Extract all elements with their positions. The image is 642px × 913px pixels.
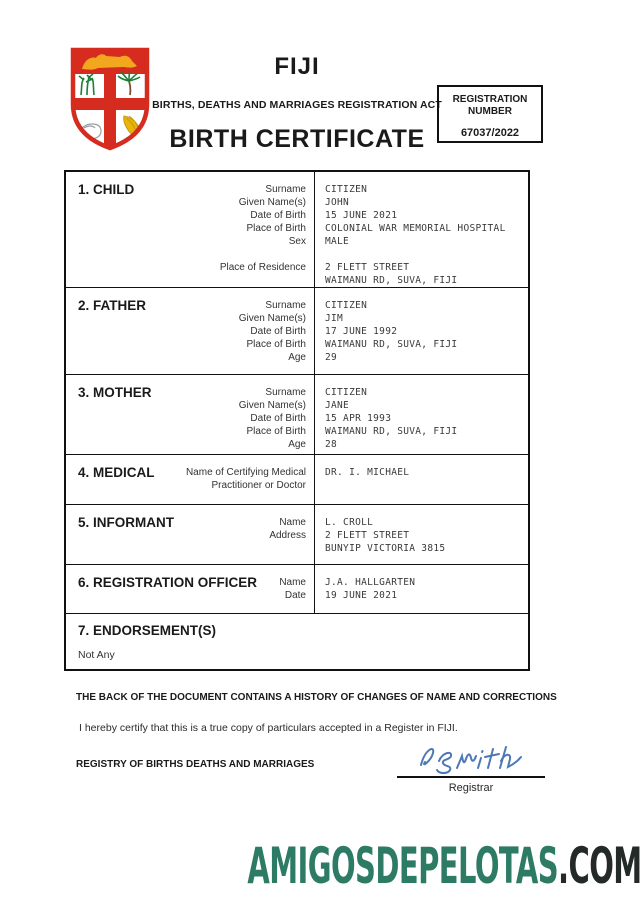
signatory-title: Registrar <box>448 782 494 794</box>
field-label-date-of-birth: Date of Birth <box>250 326 306 337</box>
child-sex-value: MALE <box>325 236 350 247</box>
child-given-names-value: JOHN <box>325 197 350 208</box>
field-label-surname: Surname <box>265 387 306 398</box>
mother-place-of-birth-value: WAIMANU RD, SUVA, FIJI <box>325 426 458 437</box>
mother-field-labels <box>239 386 306 451</box>
spacer <box>325 248 524 261</box>
field-label-place-of-residence: Place of Residence <box>219 262 306 273</box>
site-watermark <box>248 837 642 895</box>
document-title: BIRTH CERTIFICATE <box>169 125 425 153</box>
watermark-primary-text: AMIGOSDEPELOTAS <box>247 837 559 895</box>
certificate-table <box>64 170 530 671</box>
informant-value-cell <box>315 505 528 564</box>
field-label-name: Name <box>279 577 306 588</box>
mother-label-cell <box>66 375 315 454</box>
signature-line <box>397 776 545 778</box>
section-registration-officer <box>66 564 528 613</box>
informant-field-labels <box>269 516 306 542</box>
mother-value-cell <box>315 375 528 454</box>
registration-officer-value-cell <box>315 565 528 613</box>
field-label-date-of-birth: Date of Birth <box>250 413 306 424</box>
watermark-suffix-text: .COM <box>558 837 642 895</box>
registration-officer-name-value: J.A. HALLGARTEN <box>325 577 416 588</box>
father-age-value: 29 <box>325 352 338 363</box>
child-field-labels <box>220 183 306 274</box>
section-father <box>66 287 528 374</box>
field-label-place-of-birth: Place of Birth <box>246 426 306 437</box>
medical-practitioner-value: DR. I. MICHAEL <box>325 467 410 478</box>
father-field-labels <box>239 299 306 364</box>
act-title: BIRTHS, DEATHS AND MARRIAGES REGISTRATION ACT <box>152 99 442 111</box>
registry-label: REGISTRY OF BIRTHS DEATHS AND MARRIAGES <box>76 759 315 770</box>
registration-label-line1: REGISTRATION <box>452 94 528 105</box>
mother-surname-value: CITIZEN <box>325 387 368 398</box>
field-label-date: Date <box>284 590 306 601</box>
field-label-place-of-birth: Place of Birth <box>246 339 306 350</box>
field-label-surname: Surname <box>265 184 306 195</box>
informant-label-cell <box>66 505 315 564</box>
medical-label-cell <box>66 455 315 504</box>
registration-number-box <box>437 85 543 143</box>
document-header <box>152 54 442 154</box>
field-label-sex: Sex <box>288 236 306 247</box>
section-mother <box>66 374 528 454</box>
registration-officer-date-value: 19 JUNE 2021 <box>325 590 398 601</box>
country-title: FIJI <box>274 53 320 80</box>
child-residence-line2: WAIMANU RD, SUVA, FIJI <box>325 275 458 286</box>
father-surname-value: CITIZEN <box>325 300 368 311</box>
field-label-given-names: Given Name(s) <box>238 400 306 411</box>
child-value-cell <box>315 172 528 287</box>
endorsements-section-title: 7. ENDORSEMENT(S) <box>78 623 217 638</box>
informant-address-line1: 2 FLETT STREET <box>325 530 410 541</box>
field-label-practitioner-line2: Practitioner or Doctor <box>211 480 306 491</box>
father-value-cell <box>315 288 528 374</box>
father-place-of-birth-value: WAIMANU RD, SUVA, FIJI <box>325 339 458 350</box>
fiji-coat-of-arms-icon <box>66 46 154 152</box>
field-label-date-of-birth: Date of Birth <box>250 210 306 221</box>
registration-officer-section-title: 6. REGISTRATION OFFICER <box>78 575 258 590</box>
endorsements-value: Not Any <box>78 649 115 661</box>
child-label-cell <box>66 172 315 287</box>
field-label-name: Name <box>279 517 306 528</box>
father-label-cell <box>66 288 315 374</box>
medical-section-title: 4. MEDICAL <box>78 465 155 480</box>
medical-value-cell <box>315 455 528 504</box>
informant-address-line2: BUNYIP VICTORIA 3815 <box>325 543 446 554</box>
registration-number: 67037/2022 <box>460 127 520 139</box>
mother-section-title: 3. MOTHER <box>78 385 152 400</box>
field-label-address: Address <box>269 530 306 541</box>
mother-given-names-value: JANE <box>325 400 350 411</box>
registration-officer-label-cell <box>66 565 315 613</box>
section-endorsements <box>66 613 528 669</box>
informant-section-title: 5. INFORMANT <box>78 515 174 530</box>
field-label-place-of-birth: Place of Birth <box>246 223 306 234</box>
registration-officer-field-labels <box>279 576 306 602</box>
registrar-signature-icon <box>409 741 533 775</box>
field-label-given-names: Given Name(s) <box>238 197 306 208</box>
section-child <box>66 172 528 287</box>
mother-date-of-birth-value: 15 APR 1993 <box>325 413 392 424</box>
father-date-of-birth-value: 17 JUNE 1992 <box>325 326 398 337</box>
field-label-age: Age <box>288 352 306 363</box>
mother-age-value: 28 <box>325 439 338 450</box>
informant-name-value: L. CROLL <box>325 517 374 528</box>
medical-field-labels <box>186 466 306 492</box>
spacer <box>220 248 306 261</box>
back-of-document-note: THE BACK OF THE DOCUMENT CONTAINS A HISTORY OF CHANGES OF NAME AND CORRECTIONS <box>76 692 557 703</box>
child-place-of-birth-value: COLONIAL WAR MEMORIAL HOSPITAL <box>325 223 506 234</box>
field-label-given-names: Given Name(s) <box>238 313 306 324</box>
child-date-of-birth-value: 15 JUNE 2021 <box>325 210 398 221</box>
father-given-names-value: JIM <box>325 313 344 324</box>
field-label-age: Age <box>288 439 306 450</box>
section-medical <box>66 454 528 504</box>
field-label-practitioner-line1: Name of Certifying Medical <box>185 467 306 478</box>
father-section-title: 2. FATHER <box>78 298 147 313</box>
certification-statement: I hereby certify that this is a true copy of particulars accepted in a Register in FIJI. <box>79 722 458 734</box>
child-section-title: 1. CHILD <box>78 182 135 197</box>
field-label-surname: Surname <box>265 300 306 311</box>
signature-block <box>397 741 545 794</box>
child-surname-value: CITIZEN <box>325 184 368 195</box>
registration-label-line2: NUMBER <box>468 106 512 117</box>
child-residence-line1: 2 FLETT STREET <box>325 262 410 273</box>
section-informant <box>66 504 528 564</box>
